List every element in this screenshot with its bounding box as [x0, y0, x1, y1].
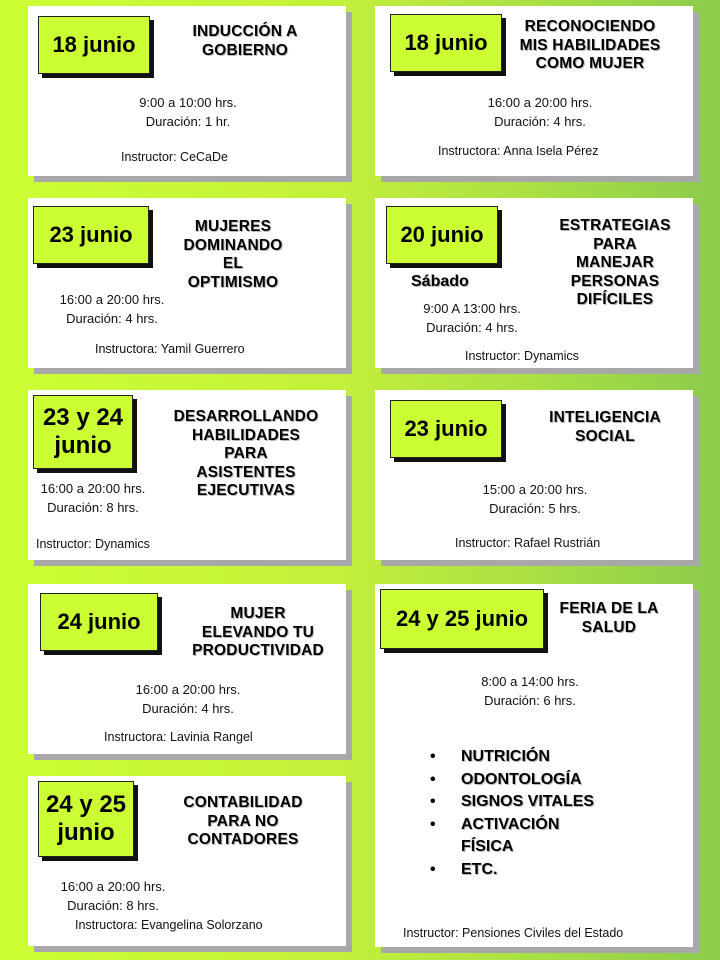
event-title: DESARROLLANDO HABILIDADES PARA ASISTENTES EJECUTIVAS	[173, 408, 319, 500]
event-duration: Duración: 4 hrs.	[66, 311, 158, 326]
event-card-reconociendo	[375, 6, 693, 176]
event-time: 9:00 a 10:00 hrs.	[139, 95, 237, 110]
event-date: 23 junio	[390, 400, 502, 458]
event-date: 23 junio	[33, 206, 149, 264]
event-title: INTELIGENCIA SOCIAL	[549, 409, 661, 445]
event-time: 9:00 A 13:00 hrs.	[423, 301, 521, 316]
event-schedule	[455, 672, 605, 710]
event-time: 15:00 a 20:00 hrs.	[482, 482, 588, 497]
event-day: Sábado	[411, 273, 469, 290]
event-time: 16:00 a 20:00 hrs.	[40, 481, 146, 496]
list-item: • ODONTOLOGÍA	[430, 769, 670, 792]
event-time: 16:00 a 20:00 hrs.	[60, 879, 166, 894]
event-duration: Duración: 4 hrs.	[494, 114, 586, 129]
event-instructor: Instructora: Evangelina Solorzano	[75, 918, 263, 932]
list-item: • NUTRICIÓN	[430, 746, 670, 769]
event-title: MUJER ELEVANDO TU PRODUCTIVIDAD	[192, 605, 324, 660]
event-card-mujeres-dominando	[28, 198, 346, 368]
event-date: 18 junio	[390, 14, 502, 72]
list-item: • ETC.	[430, 859, 670, 882]
event-schedule	[108, 93, 268, 131]
event-title: ESTRATEGIAS PARA MANEJAR PERSONAS DIFÍCILES	[559, 217, 671, 309]
event-schedule	[42, 290, 182, 328]
event-instructor: Instructor: Dynamics	[36, 537, 150, 551]
event-title: FERIA DE LA SALUD	[559, 600, 659, 636]
event-schedule	[43, 877, 183, 915]
event-date: 20 junio	[386, 206, 498, 264]
event-instructor: Instructora: Lavinia Rangel	[104, 730, 253, 744]
event-title: RECONOCIENDO MIS HABILIDADES COMO MUJER	[519, 18, 661, 73]
event-card-induccion	[28, 6, 346, 176]
event-date: 23 y 24 junio	[33, 395, 133, 469]
event-duration: Duración: 4 hrs.	[426, 320, 518, 335]
event-instructor: Instructora: Yamil Guerrero	[95, 342, 245, 356]
event-time: 16:00 a 20:00 hrs.	[487, 95, 593, 110]
event-card-inteligencia-social	[375, 390, 693, 560]
event-title: CONTABILIDAD PARA NO CONTADORES	[183, 794, 303, 849]
event-duration: Duración: 5 hrs.	[489, 501, 581, 516]
event-date: 24 y 25 junio	[38, 781, 134, 857]
event-instructor: Instructor: Dynamics	[465, 349, 579, 363]
event-instructor: Instructora: Anna Isela Pérez	[438, 144, 599, 158]
event-duration: Duración: 8 hrs.	[67, 898, 159, 913]
list-item: • ACTIVACIÓN FÍSICA	[430, 814, 670, 859]
event-date: 24 y 25 junio	[380, 589, 544, 649]
event-schedule	[460, 93, 620, 131]
event-duration: Duración: 6 hrs.	[484, 693, 576, 708]
event-duration: Duración: 8 hrs.	[47, 500, 139, 515]
event-date: 18 junio	[38, 16, 150, 74]
event-time: 8:00 a 14:00 hrs.	[481, 674, 579, 689]
event-instructor: Instructor: Rafael Rustrián	[455, 536, 601, 550]
event-card-desarrollando	[28, 390, 346, 560]
event-duration: Duración: 4 hrs.	[142, 701, 234, 716]
event-title: INDUCCIÓN A GOBIERNO	[192, 23, 298, 59]
event-instructor: Instructor: Pensiones Civiles del Estado	[403, 926, 624, 940]
event-card-contabilidad	[28, 776, 346, 946]
event-title: MUJERES DOMINANDO EL OPTIMISMO	[183, 218, 283, 291]
list-item: • SIGNOS VITALES	[430, 791, 670, 814]
event-duration: Duración: 1 hr.	[145, 114, 231, 129]
event-time: 16:00 a 20:00 hrs.	[59, 292, 165, 307]
event-schedule	[113, 680, 263, 718]
event-date: 24 junio	[40, 593, 158, 651]
event-schedule	[28, 479, 158, 517]
event-schedule	[460, 480, 610, 518]
event-card-feria-salud	[375, 584, 693, 947]
health-topics-list	[430, 746, 670, 881]
event-card-mujer-elevando	[28, 584, 346, 754]
event-instructor: Instructor: CeCaDe	[121, 150, 228, 164]
event-card-estrategias	[375, 198, 693, 368]
event-schedule	[402, 299, 542, 337]
event-time: 16:00 a 20:00 hrs.	[135, 682, 241, 697]
